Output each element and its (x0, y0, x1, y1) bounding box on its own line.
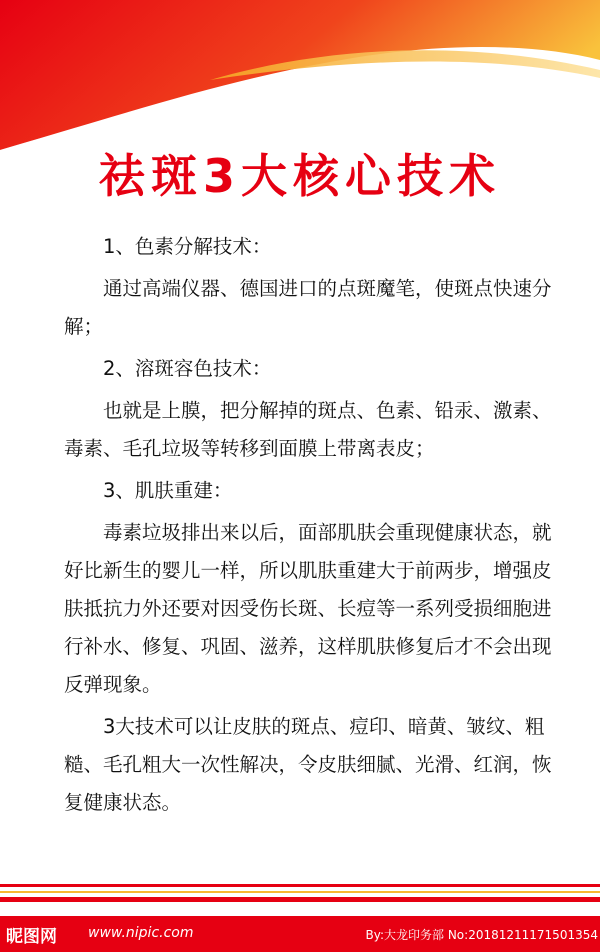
page-title: 祛斑3大核心技术 (98, 149, 501, 203)
section-2-text: 也就是上膜，把分解掉的斑点、色素、铅汞、激素、毒素、毛孔垃圾等转移到面膜上带离表皮； (64, 399, 552, 460)
watermark-id: By:大龙印务部 No:20181211171501354 (365, 928, 598, 942)
section-3-text: 毒素垃圾排出来以后，面部肌肤会重现健康状态，就好比新生的婴儿一样，所以肌肤重建大于前两步，增强皮肤抵抗力外还要对因受伤长斑、长痘等一系列受损细胞进行补水、修复、巩固、滋养，这样肌肤修复后才不会出现反弹现象。 (64, 521, 552, 696)
summary-text: 3大技术可以让皮肤的斑点、痘印、暗黄、皱纹、粗糙、毛孔粗大一次性解决，令皮肤细腻、光滑、红润，恢复健康状态。 (64, 715, 552, 814)
content-body (64, 228, 554, 822)
footer-divider-lines (0, 884, 600, 904)
section-1-heading: 1、色素分解技术： (103, 235, 272, 258)
section-1-text: 通过高端仪器、德国进口的点斑魔笔，使斑点快速分解； (64, 277, 552, 338)
section-2-heading: 2、溶斑容色技术： (103, 357, 272, 380)
watermark-logo: 昵图网 (6, 927, 57, 947)
watermark-bar (0, 916, 600, 952)
section-3-heading: 3、肌肤重建： (103, 479, 233, 502)
watermark-url: www.nipic.com (88, 925, 194, 941)
header-swoosh-decoration (0, 0, 600, 150)
